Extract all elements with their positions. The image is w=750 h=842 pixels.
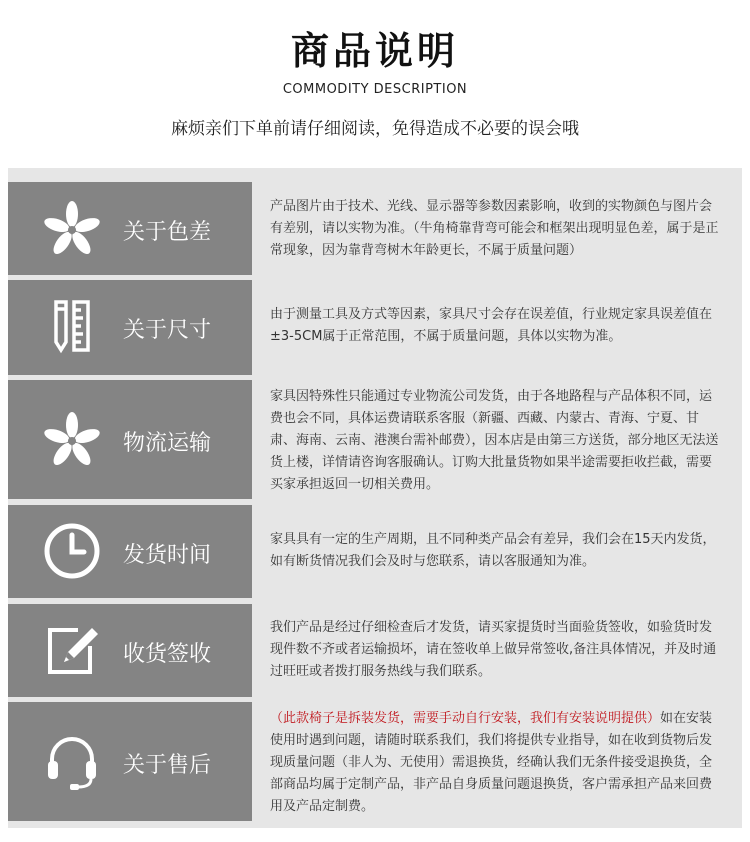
page-title: 商品说明 xyxy=(290,29,459,73)
section-text: 家具因特殊性只能通过专业物流公司发货，由于各地路程与产品体积不同，运费也会不同，具体运费请联系客服（新疆、西藏、内蒙古、青海、宁夏、甘肃、海南、云南、港澳台需补邮费），因本店是由第三方送货，部分地区无法送货上楼，详情请咨询客服确认。订购大批量货物如果半途需要拒收拦截，需要买家承担返回一切相关费用。 xyxy=(270,389,719,492)
section-text-block xyxy=(252,182,742,275)
page-subtitle: COMMODITY DESCRIPTION xyxy=(282,82,468,97)
description-panel xyxy=(8,168,742,828)
section-label: 物流运输 xyxy=(123,431,212,456)
headset-icon xyxy=(40,729,104,793)
read-notice: 麻烦亲们下单前请仔细阅读，免得造成不必要的误会哦 xyxy=(171,119,579,139)
section-text-block xyxy=(252,505,742,598)
section-label-block xyxy=(8,182,252,275)
section-delivery-time xyxy=(8,505,742,598)
section-label: 关于尺寸 xyxy=(123,318,212,343)
flower-icon xyxy=(40,407,104,471)
section-label-block xyxy=(8,505,252,598)
section-text-block xyxy=(252,702,742,821)
section-text-block xyxy=(252,380,742,499)
flower-icon xyxy=(40,196,104,260)
section-text: 家具具有一定的生产周期，且不同种类产品会有差异，我们会在15天内发货，如有断货情况我们会及时与您联系，请以客服通知为准。 xyxy=(270,532,716,569)
section-text-block xyxy=(252,280,742,375)
section-label-block xyxy=(8,380,252,499)
section-after-sales xyxy=(8,702,742,821)
section-label: 关于售后 xyxy=(123,753,212,778)
section-text: 我们产品是经过仔细检查后才发货，请买家提货时当面验货签收，如验货时发现件数不齐或者运输损坏，请在签收单上做异常签收,备注具体情况，并及时通过旺旺或者拨打服务热线与我们联系。 xyxy=(270,620,717,679)
section-label-block xyxy=(8,702,252,821)
section-label-block xyxy=(8,280,252,375)
after-sales-text: 如在安装使用时遇到问题，请随时联系我们，我们将提供专业指导，如在收到货物后发现质量问题（非人为、无使用）需退换货，经确认我们无条件接受退换货，全部商品均属于定制产品，非产品自身质量问题退换货，客户需承担产品来回费用及产品定制费。 xyxy=(270,711,713,814)
section-size xyxy=(8,280,742,375)
section-text: 产品图片由于技术、光线、显示器等参数因素影响，收到的实物颜色与图片会有差别，请以实物为准。（牛角椅靠背弯可能会和框架出现明显色差，属于是正常现象，因为靠背弯树木年龄更长，不属于质量问题） xyxy=(270,199,719,258)
section-label: 关于色差 xyxy=(123,220,212,245)
section-label: 发货时间 xyxy=(123,543,212,568)
section-color-difference xyxy=(8,182,742,275)
section-logistics xyxy=(8,380,742,499)
section-receipt xyxy=(8,604,742,697)
ruler-pencil-icon xyxy=(40,294,104,358)
section-text xyxy=(270,708,722,818)
section-text: 由于测量工具及方式等因素，家具尺寸会存在误差值，行业规定家具误差值在±3-5CM属于正常范围，不属于质量问题，具体以实物为准。 xyxy=(270,307,713,344)
assembly-notice: （此款椅子是拆装发货，需要手动自行安装，我们有安装说明提供） xyxy=(270,711,661,726)
section-text-block xyxy=(252,604,742,697)
header xyxy=(0,0,750,150)
edit-icon xyxy=(40,618,104,682)
section-label: 收货签收 xyxy=(123,642,212,667)
section-label-block xyxy=(8,604,252,697)
clock-icon xyxy=(40,519,104,583)
